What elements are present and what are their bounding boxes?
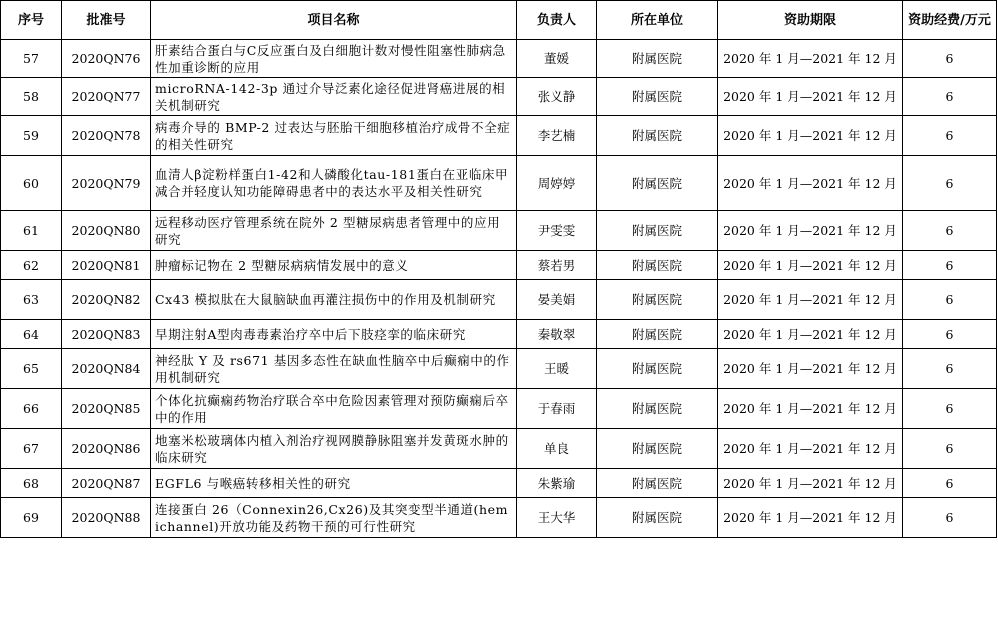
cell-fund: 6 <box>903 211 997 251</box>
cell-pi: 于春雨 <box>517 389 597 429</box>
cell-unit: 附属医院 <box>597 389 718 429</box>
table-row <box>1 40 997 78</box>
table-row <box>1 320 997 349</box>
cell-pi: 单良 <box>517 429 597 469</box>
cell-pi: 蔡若男 <box>517 251 597 280</box>
cell-name: 神经肽 Y 及 rs671 基因多态性在缺血性脑卒中后癫痫中的作用机制研究 <box>151 349 517 389</box>
cell-code: 2020QN88 <box>62 498 151 538</box>
header-pi: 负责人 <box>517 1 597 40</box>
table-row <box>1 349 997 389</box>
cell-unit: 附属医院 <box>597 498 718 538</box>
cell-no: 60 <box>1 156 62 211</box>
cell-period: 2020 年 1 月—2021 年 12 月 <box>718 116 903 156</box>
cell-code: 2020QN82 <box>62 280 151 320</box>
cell-unit: 附属医院 <box>597 78 718 116</box>
table-row <box>1 429 997 469</box>
cell-pi: 晏美娟 <box>517 280 597 320</box>
cell-name: 远程移动医疗管理系统在院外 2 型糖尿病患者管理中的应用研究 <box>151 211 517 251</box>
cell-unit: 附属医院 <box>597 116 718 156</box>
cell-code: 2020QN79 <box>62 156 151 211</box>
cell-code: 2020QN81 <box>62 251 151 280</box>
header-period: 资助期限 <box>718 1 903 40</box>
cell-fund: 6 <box>903 389 997 429</box>
cell-unit: 附属医院 <box>597 469 718 498</box>
cell-period: 2020 年 1 月—2021 年 12 月 <box>718 498 903 538</box>
cell-name: microRNA-142-3p 通过介导泛素化途径促进肾癌进展的相关机制研究 <box>151 78 517 116</box>
table-row <box>1 280 997 320</box>
cell-pi: 周婷婷 <box>517 156 597 211</box>
cell-no: 66 <box>1 389 62 429</box>
table-row <box>1 116 997 156</box>
cell-pi: 王大华 <box>517 498 597 538</box>
header-row <box>1 1 997 40</box>
cell-name: 早期注射A型肉毒毒素治疗卒中后下肢痉挛的临床研究 <box>151 320 517 349</box>
cell-code: 2020QN86 <box>62 429 151 469</box>
cell-period: 2020 年 1 月—2021 年 12 月 <box>718 251 903 280</box>
cell-name: 肝素结合蛋白与C反应蛋白及白细胞计数对慢性阻塞性肺病急性加重诊断的应用 <box>151 40 517 78</box>
cell-name: 肿瘤标记物在 2 型糖尿病病情发展中的意义 <box>151 251 517 280</box>
cell-pi: 尹雯雯 <box>517 211 597 251</box>
cell-fund: 6 <box>903 349 997 389</box>
cell-fund: 6 <box>903 320 997 349</box>
cell-name: 连接蛋白 26（Connexin26,Cx26)及其突变型半通道(hemichannel)开放功能及药物干预的可行性研究 <box>151 498 517 538</box>
cell-no: 64 <box>1 320 62 349</box>
cell-period: 2020 年 1 月—2021 年 12 月 <box>718 40 903 78</box>
cell-pi: 张义静 <box>517 78 597 116</box>
table-row <box>1 469 997 498</box>
cell-period: 2020 年 1 月—2021 年 12 月 <box>718 349 903 389</box>
table-row <box>1 211 997 251</box>
cell-no: 63 <box>1 280 62 320</box>
cell-no: 59 <box>1 116 62 156</box>
cell-code: 2020QN85 <box>62 389 151 429</box>
cell-no: 69 <box>1 498 62 538</box>
cell-period: 2020 年 1 月—2021 年 12 月 <box>718 389 903 429</box>
table-row <box>1 156 997 211</box>
cell-fund: 6 <box>903 498 997 538</box>
cell-period: 2020 年 1 月—2021 年 12 月 <box>718 156 903 211</box>
cell-fund: 6 <box>903 78 997 116</box>
cell-no: 62 <box>1 251 62 280</box>
cell-no: 68 <box>1 469 62 498</box>
cell-period: 2020 年 1 月—2021 年 12 月 <box>718 469 903 498</box>
cell-name: 病毒介导的 BMP-2 过表达与胚胎干细胞移植治疗成骨不全症的相关性研究 <box>151 116 517 156</box>
cell-name: 地塞米松玻璃体内植入剂治疗视网膜静脉阻塞并发黄斑水肿的临床研究 <box>151 429 517 469</box>
cell-code: 2020QN87 <box>62 469 151 498</box>
cell-fund: 6 <box>903 469 997 498</box>
cell-unit: 附属医院 <box>597 349 718 389</box>
table-row <box>1 498 997 538</box>
cell-period: 2020 年 1 月—2021 年 12 月 <box>718 280 903 320</box>
header-fund: 资助经费/万元 <box>903 1 997 40</box>
cell-pi: 王暖 <box>517 349 597 389</box>
cell-name: 个体化抗癫痫药物治疗联合卒中危险因素管理对预防癫痫后卒中的作用 <box>151 389 517 429</box>
cell-no: 65 <box>1 349 62 389</box>
cell-unit: 附属医院 <box>597 251 718 280</box>
cell-code: 2020QN83 <box>62 320 151 349</box>
cell-period: 2020 年 1 月—2021 年 12 月 <box>718 211 903 251</box>
cell-code: 2020QN84 <box>62 349 151 389</box>
cell-period: 2020 年 1 月—2021 年 12 月 <box>718 78 903 116</box>
cell-code: 2020QN78 <box>62 116 151 156</box>
cell-fund: 6 <box>903 40 997 78</box>
cell-no: 57 <box>1 40 62 78</box>
cell-no: 67 <box>1 429 62 469</box>
cell-pi: 李艺楠 <box>517 116 597 156</box>
cell-fund: 6 <box>903 251 997 280</box>
header-unit: 所在单位 <box>597 1 718 40</box>
cell-no: 61 <box>1 211 62 251</box>
cell-pi: 朱紫瑜 <box>517 469 597 498</box>
table-row <box>1 251 997 280</box>
cell-code: 2020QN76 <box>62 40 151 78</box>
header-name: 项目名称 <box>151 1 517 40</box>
cell-fund: 6 <box>903 429 997 469</box>
cell-code: 2020QN80 <box>62 211 151 251</box>
cell-name: Cx43 模拟肽在大鼠脑缺血再灌注损伤中的作用及机制研究 <box>151 280 517 320</box>
cell-fund: 6 <box>903 116 997 156</box>
cell-fund: 6 <box>903 156 997 211</box>
cell-fund: 6 <box>903 280 997 320</box>
cell-unit: 附属医院 <box>597 156 718 211</box>
cell-no: 58 <box>1 78 62 116</box>
cell-pi: 董媛 <box>517 40 597 78</box>
table-row <box>1 78 997 116</box>
cell-period: 2020 年 1 月—2021 年 12 月 <box>718 320 903 349</box>
header-code: 批准号 <box>62 1 151 40</box>
cell-name: EGFL6 与喉癌转移相关性的研究 <box>151 469 517 498</box>
cell-pi: 秦敬翠 <box>517 320 597 349</box>
cell-code: 2020QN77 <box>62 78 151 116</box>
cell-unit: 附属医院 <box>597 40 718 78</box>
cell-unit: 附属医院 <box>597 320 718 349</box>
table-row <box>1 389 997 429</box>
cell-unit: 附属医院 <box>597 280 718 320</box>
cell-name: 血清人β淀粉样蛋白1-42和人磷酸化tau-181蛋白在亚临床甲减合并轻度认知功能障碍患者中的表达水平及相关性研究 <box>151 156 517 211</box>
cell-period: 2020 年 1 月—2021 年 12 月 <box>718 429 903 469</box>
cell-unit: 附属医院 <box>597 211 718 251</box>
cell-unit: 附属医院 <box>597 429 718 469</box>
header-no: 序号 <box>1 1 62 40</box>
